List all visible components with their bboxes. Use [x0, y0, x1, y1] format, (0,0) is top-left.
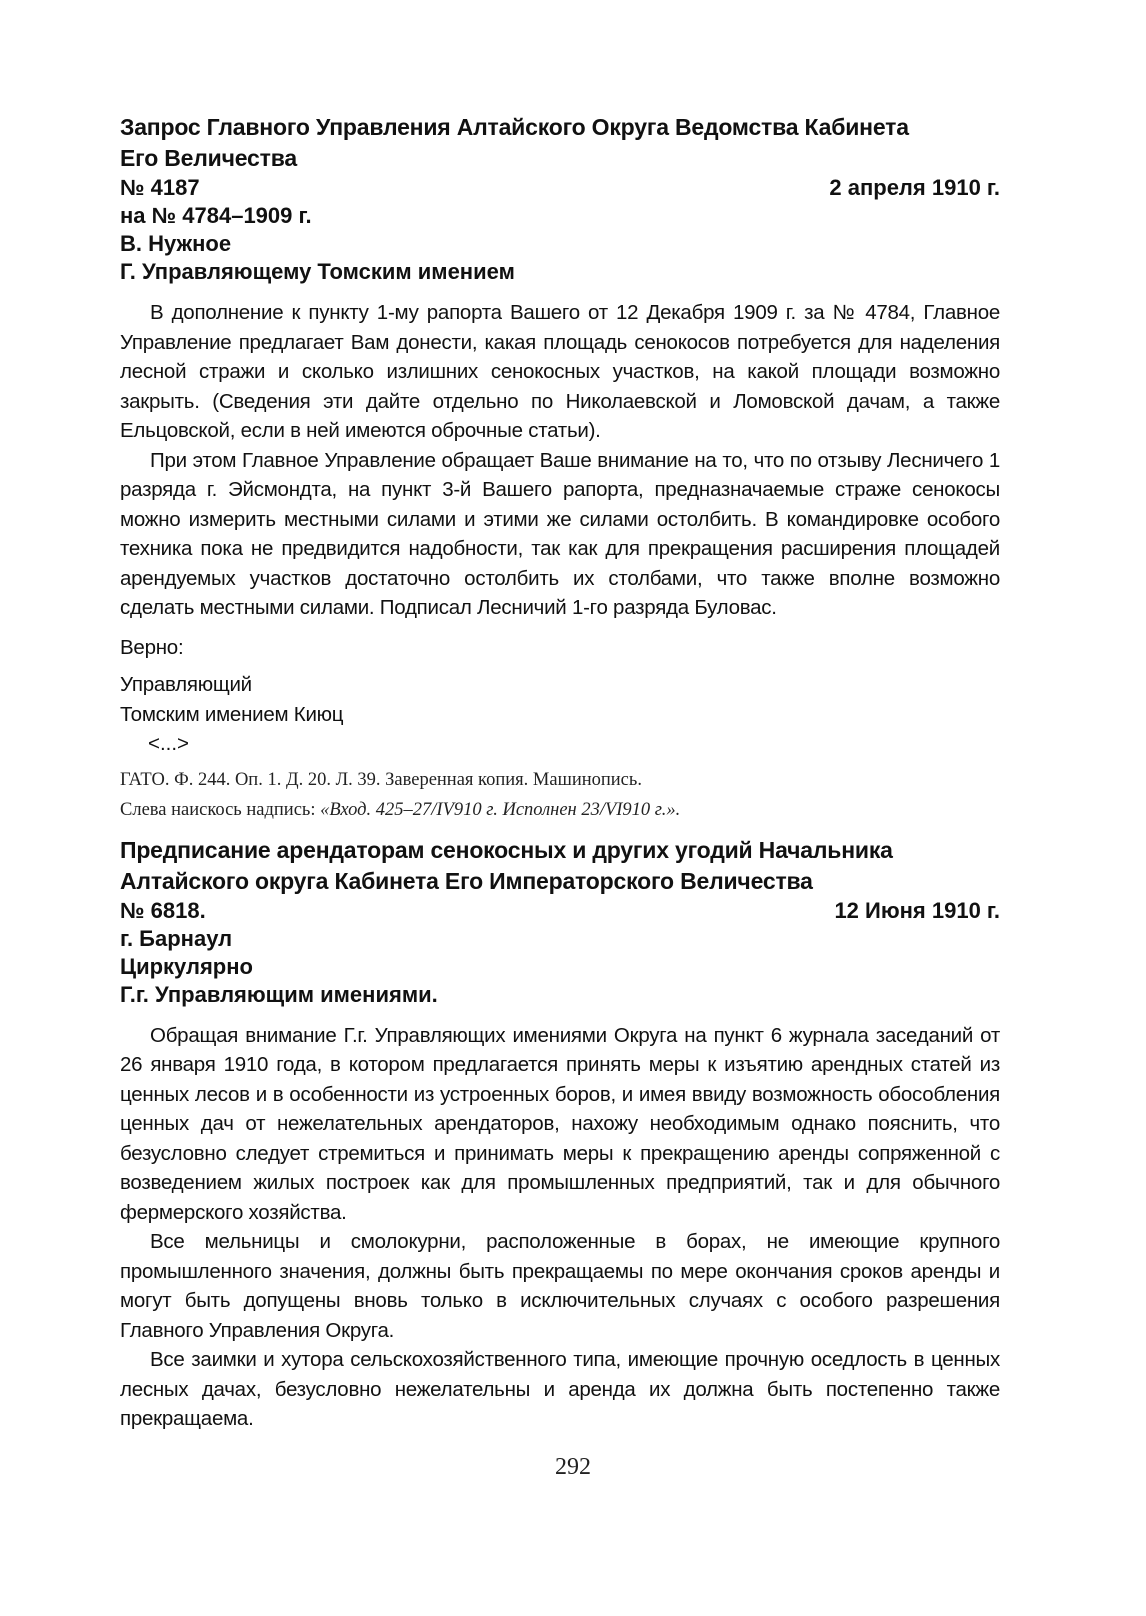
doc1-addressee: Г. Управляющему Томским имением: [120, 259, 515, 284]
doc1-title-line2: Его Величества: [120, 145, 297, 171]
doc2-paragraph-2: Все мельницы и смолокурни, расположенные в борах, не имеющие крупного промышленного значения, должны быть прекращаемы по мере окончания сроков аренды и могут быть допущены вновь только в исключительных случаях с особого разрешения Главного Управления Округа.: [120, 1230, 1000, 1342]
doc2-number-date-row: [120, 897, 1000, 925]
doc1-place: В. Нужное: [120, 231, 232, 256]
doc2-title-line1: Предписание арендаторам сенокосных и других угодий Начальника: [120, 836, 893, 863]
doc1-title-line1: Запрос Главного Управления Алтайского Округа Ведомства Кабинета: [120, 114, 909, 140]
doc1-reference: на № 4784–1909 г.: [120, 203, 312, 228]
doc1-title: [120, 112, 1000, 174]
doc1-note-italic: «Вход. 425–27/IV910 г. Исполнен 23/VI910 г.».: [320, 799, 681, 820]
doc2-date: 12 Июня 1910 г.: [834, 897, 1000, 923]
doc1-paragraph-2: При этом Главное Управление обращает Ваше внимание на то, что по отзыву Лесничего 1 разряда г. Эйсмондта, на пункт 3-й Вашего рапорта, предназначаемые страже сенокосы можно измерить местными силами и этими же силами остолбить. В командировке особого техника пока не предвидится надобности, так как для прекращения расширения площадей арендуемых участков достаточно остолбить их столбами, что также вполне возможно сделать местными силами. Подписал Лесничий 1-го разряда Буловас.: [120, 448, 1000, 619]
doc2-title-line2: Алтайского округа Кабинета Его Императорского Величества: [120, 867, 813, 894]
doc1-margin-note: [120, 795, 1000, 825]
doc1-paragraph-1: В дополнение к пункту 1-му рапорта Вашего от 12 Декабря 1909 г. за № 4784, Главное Управление предлагает Вам донести, какая площадь сенокосов потребуется для наделения лесной стражи и сколько излишних сенокосных участков, на какой площади возможно закрыть. (Сведения эти дайте отдельно по Николаевской и Ломовской дачам, а также Ельцовской, если в ней имеются оброчные статьи).: [120, 301, 1000, 442]
doc1-signer-line1: Управляющий: [120, 673, 252, 696]
doc2-place: г. Барнаул: [120, 925, 233, 951]
doc1-archive-reference: ГАТО. Ф. 244. Оп. 1. Д. 20. Л. 39. Заверенная копия. Машинопись.: [120, 769, 642, 790]
doc1-signer-line2: Томским имением Киюц: [120, 702, 344, 726]
doc1-verno: Верно:: [120, 635, 184, 659]
doc2-title: [120, 835, 1000, 897]
doc1-elision: <...>: [148, 732, 190, 755]
document-2: [120, 835, 1000, 1434]
doc2-addressee: Г.г. Управляющим имениями.: [120, 981, 438, 1007]
doc2-circular: Циркулярно: [120, 953, 253, 979]
doc1-meta: [120, 174, 1000, 286]
doc1-date: 2 апреля 1910 г.: [829, 175, 1000, 200]
doc2-paragraph-3: Все заимки и хутора сельскохозяйственного типа, имеющие прочную оседлость в ценных лесных дачах, безусловно нежелательны и аренда их должна быть постепенно также прекращаема.: [120, 1348, 1000, 1430]
document-1: [120, 112, 1000, 825]
doc2-number: № 6818.: [120, 897, 206, 923]
page-content: [120, 112, 1000, 1434]
doc1-number-date-row: [120, 174, 1000, 202]
doc2-paragraph-1: Обращая внимание Г.г. Управляющих имениями Округа на пункт 6 журнала заседаний от 26 января 1910 года, в котором предлагается принять меры к изъятию арендных статей из ценных лесов и в особенности из устроенных боров, и имея ввиду возможность обособления ценных дач от нежелательных арендаторов, нахожу необходимым однако пояснить, что безусловно следует стремиться и принимать меры к прекращению аренды сопряженной с возведением жилых построек как для промышленных предприятий, так и для обычного фермерского хозяйства.: [120, 1023, 1000, 1224]
doc1-number: № 4187: [120, 175, 200, 200]
page-number: 292: [555, 1454, 591, 1480]
doc2-meta: [120, 897, 1000, 1009]
doc1-note-prefix: Слева наискось надпись:: [120, 799, 321, 820]
